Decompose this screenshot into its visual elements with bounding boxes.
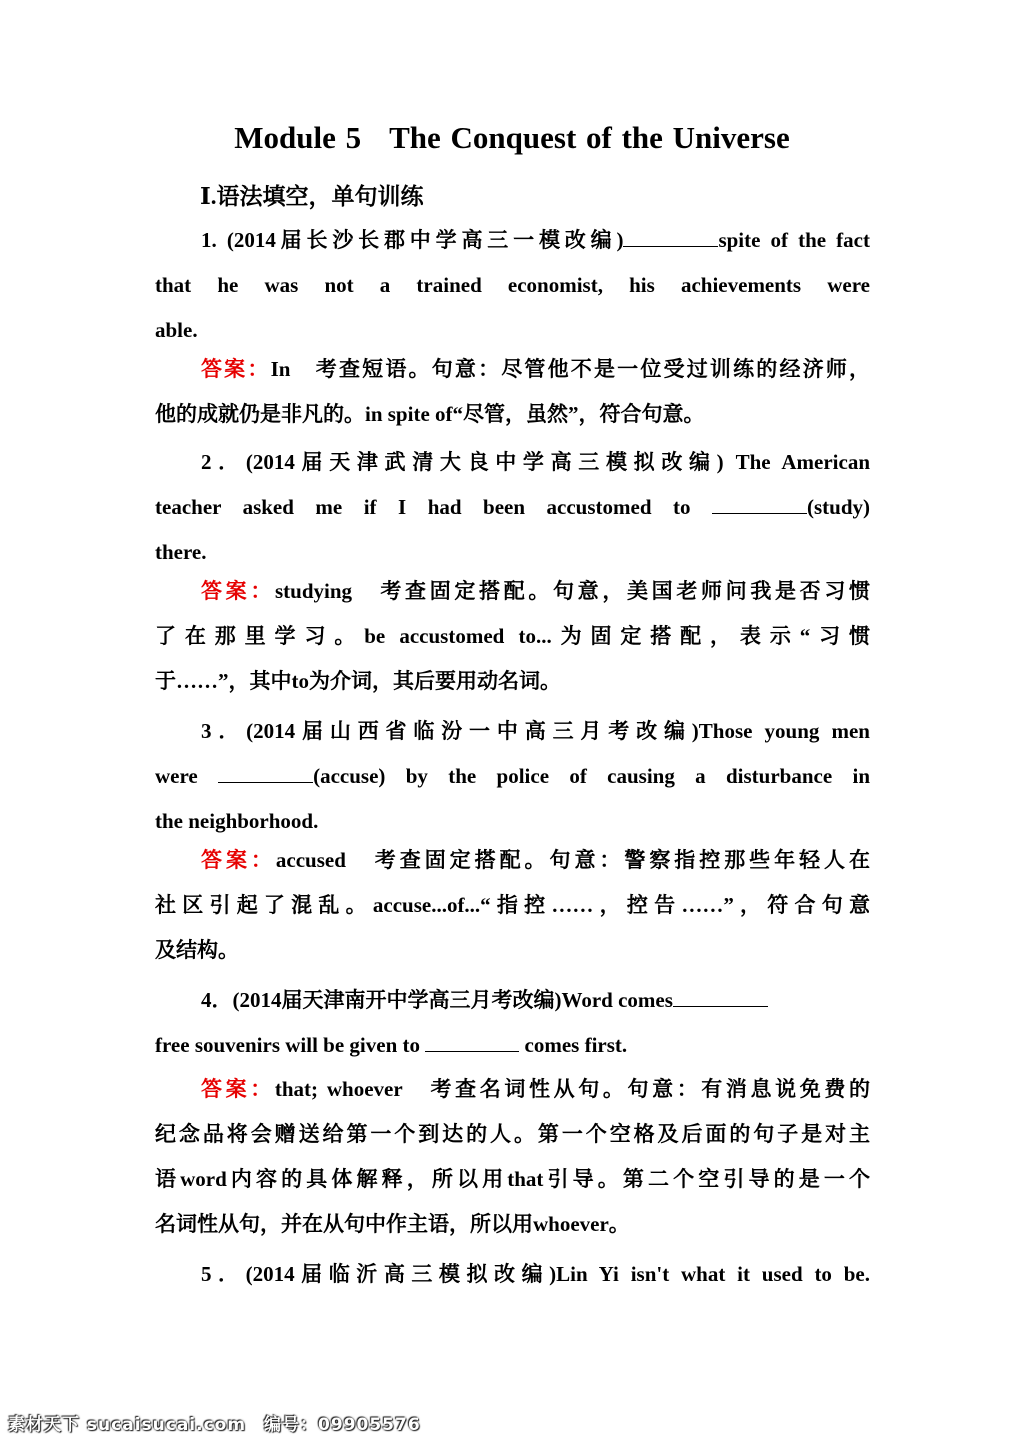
answer-label: 答案： [201, 579, 275, 603]
question-1 [155, 218, 870, 353]
answer-3-text-b: 社区引起了混乱。accuse...of...“指控……，控告……”，符合句意 [155, 893, 870, 917]
answer-4-text-c: 语word内容的具体解释，所以用that引导。第二个空引导的是一个 [155, 1167, 870, 1191]
answer-4-text-a: that; whoever 考查名词性从句。句意：有消息说免费的 [274, 1077, 871, 1101]
answer-blank [623, 245, 718, 247]
question-2-text-a: teacher asked me if I had been accustomed to [155, 495, 691, 519]
answer-3-text-a: accused 考查固定搭配。句意：警察指控那些年轻人在 [275, 848, 870, 872]
question-3 [155, 709, 870, 844]
answer-blank [673, 1005, 768, 1007]
question-4-text-a: free souvenirs will be given to [155, 1033, 421, 1057]
question-1-text-b: that he was not a trained economist, his achievements were [155, 273, 870, 297]
page-title [0, 120, 1024, 156]
question-1-source: 1. (2014届长沙长郡中学高三一模改编) [201, 228, 624, 252]
question-3-text-c: the neighborhood. [155, 809, 319, 833]
answer-blank [425, 1050, 519, 1052]
question-2-text-c: there. [155, 540, 207, 564]
question-5 [155, 1252, 870, 1297]
question-3-source: 3．(2014届山西省临汾一中高三月考改编)Those young men [201, 719, 870, 743]
answer-label: 答案： [201, 357, 271, 381]
answer-3 [155, 838, 870, 973]
module-name: The Conquest of the Universe [389, 120, 790, 155]
section-heading: Ⅰ.语法填空，单句训练 [200, 184, 424, 209]
question-2 [155, 440, 870, 575]
answer-4-text-b: 纪念品将会赠送给第一个到达的人。第一个空格及后面的句子是对主 [155, 1122, 870, 1146]
question-1-text-a: spite of the fact [718, 228, 870, 252]
question-3-text-b: (accuse) by the police of causing a disturbance in [313, 764, 870, 788]
question-2-source: 2．(2014届天津武清大良中学高三模拟改编) The American [201, 450, 870, 474]
answer-1-text-b: 他的成就仍是非凡的。in spite of“尽管，虽然”，符合句意。 [155, 402, 705, 426]
question-1-text-c: able. [155, 318, 198, 342]
answer-label: 答案： [201, 1077, 275, 1101]
answer-3-text-c: 及结构。 [155, 938, 239, 962]
question-5-source: 5．(2014届临沂高三模拟改编)Lin Yi isn't what it used to be. [201, 1262, 870, 1286]
watermark: 素材天下 sucaisucai.com 编号：09905576 [8, 1415, 421, 1435]
answer-2-text-c: 于……”，其中to为介词，其后要用动名词。 [155, 669, 561, 693]
question-4 [155, 978, 870, 1068]
question-3-text-a: were [155, 764, 198, 788]
answer-blank [218, 781, 313, 783]
answer-2 [155, 569, 870, 704]
module-number: Module 5 [234, 120, 362, 155]
answer-2-text-a: studying 考查固定搭配。句意，美国老师问我是否习惯 [275, 579, 870, 603]
answer-1-text-a: In 考查短语。句意：尽管他不是一位受过训练的经济师， [270, 357, 871, 381]
answer-blank [712, 512, 807, 514]
answer-label: 答案： [201, 848, 276, 872]
question-4-text-b: comes first. [524, 1033, 628, 1057]
answer-2-text-b: 了在那里学习。be accustomed to...为固定搭配，表示“习惯 [155, 624, 870, 648]
question-4-source: 4．(2014届天津南开中学高三月考改编)Word comes [201, 988, 673, 1012]
answer-1 [155, 347, 870, 437]
question-2-text-b: (study) [807, 495, 871, 519]
answer-4 [155, 1067, 870, 1247]
answer-4-text-d: 名词性从句，并在从句中作主语，所以用whoever。 [155, 1212, 630, 1236]
